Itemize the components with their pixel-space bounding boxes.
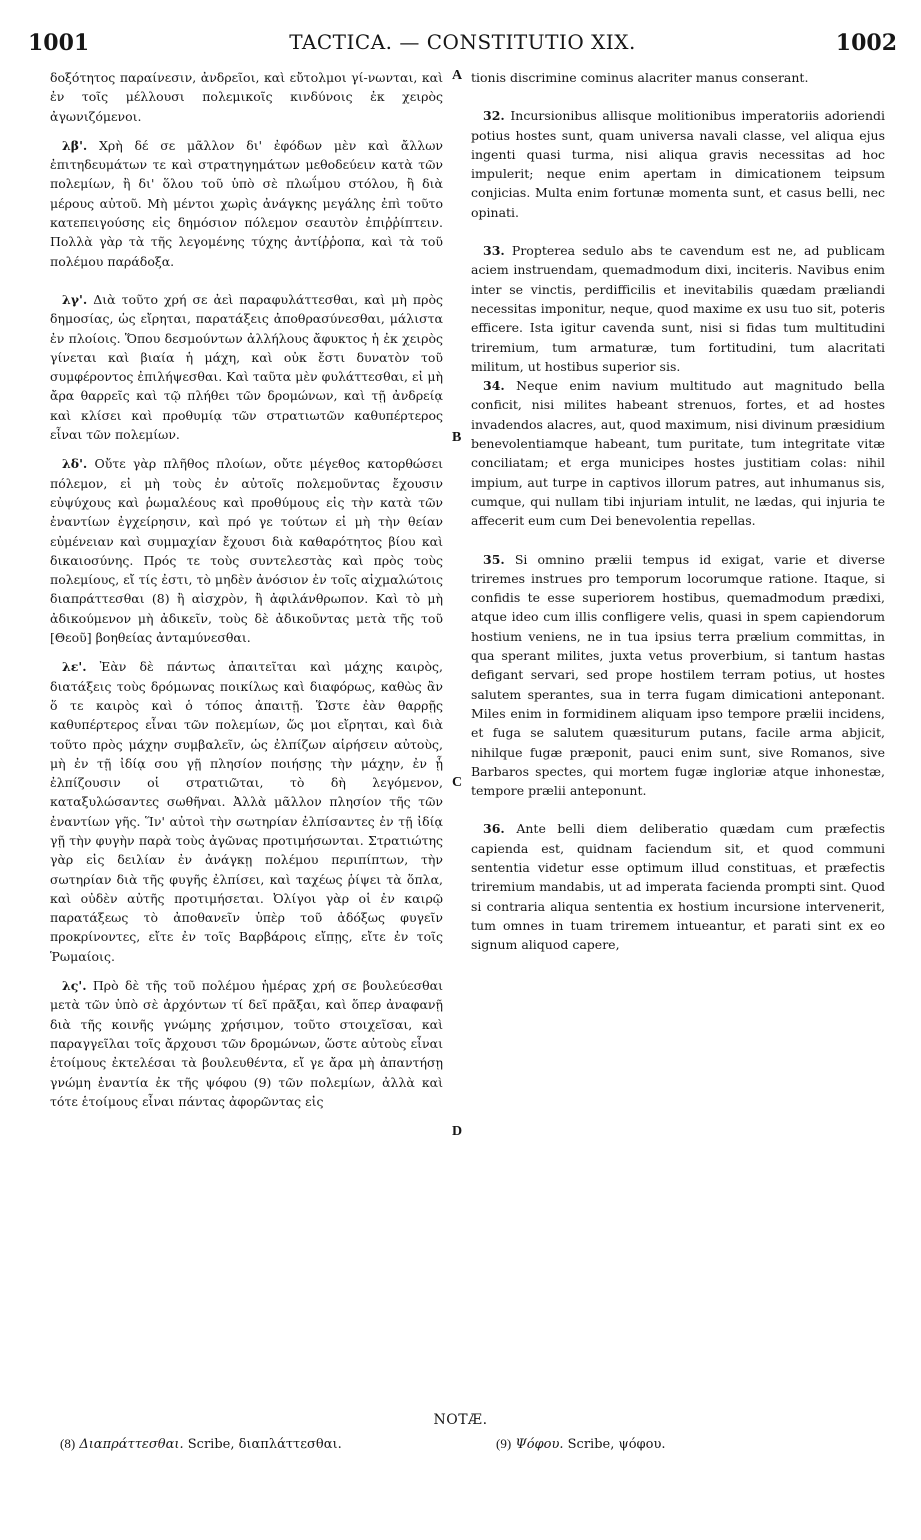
footnote-number: (9) [496,1436,512,1451]
footnote-term: Ψόφου. [515,1437,564,1452]
greek-paragraph [50,454,443,647]
section-number: λγ'. [62,291,88,307]
latin-column [471,68,885,954]
section-number: 33. [483,243,505,259]
paragraph-text: Si omnino prælii tempus id exigat, varie et diverse triremes instrues pro temporum locorumque ratione. Itaque, si confidis te esse superiorem hostibus, quemadmodum prædixi, atque ideo cum illis confligere velis, quasi in spem capiendorum hostium veniens, ne in tua ipsius terra prælium committas, in qua sperant milites, juxta vetus proverbium, si tantum hastas defigant servari, sed prope hostilem terram potius, ut hostes salutem sperantes, sua in terra fugam dimicationi anteponant. Miles enim in formidinem aliquam ipso tempore prælii incidens, et fuga se salutem quæsiturum putans, facile arma abjicit, nihilque fugæ præponit, pauci enim sunt, sive Romanos, sive Barbaros spectes, qui mortem fugæ ingloriæ atque inhonestæ, tempore prælii anteponunt. [471,551,885,799]
margin-marker-a: A [452,68,463,83]
running-header [28,30,897,60]
latin-paragraph [471,68,885,87]
greek-paragraph [50,657,443,966]
latin-paragraph [471,106,885,222]
paragraph-text: Incursionibus allisque molitionibus imperatoriis adoriendi potius hostes sunt, quam universa navali classe, vel aliqua ejus ingenti quasi turma, nisi aliqua gravis necessitas ad hoc impulerit; neque enim apertam in dimicationem teipsum conjicias. Multa enim fortunæ momenta sunt, et casus belli, nec opinati. [471,108,885,220]
section-number: 34. [483,378,505,394]
greek-paragraph [50,136,443,271]
paragraph-text: tionis discrimine cominus alacriter manus conserant. [471,70,809,85]
running-title: TACTICA. — CONSTITUTIO XIX. [289,30,636,54]
paragraph-text: Πρὸ δὲ τῆς τοῦ πολέμου ἡμέρας χρή σε βουλεύεσθαι μετὰ τῶν ὑπὸ σὲ ἀρχόντων τί δεῖ πρᾶξαι, καὶ ὅπερ ἀναφανῇ διὰ τῆς κοινῆς γνώμης χρήσιμον, τοῦτο στοιχεῖσαι, καὶ παραγγεῖλαι τοῖς ἄρχουσι τῶν δρομώνων, ὥστε αὐτοὺς εἶναι ἑτοίμους ἐκτελέσαι τὰ βουλευθέντα, εἴ γε ἄρα μὴ ἀπαντήσῃ γνώμη ἐναντία ἐκ τῆς ψόφου (9) τῶν πολεμίων, ἀλλὰ καὶ τότε ἑτοίμους εἶναι πάντας ἀφορῶντας εἰς [50,978,443,1109]
footnote-9 [496,1436,665,1452]
paragraph-text: Οὔτε γὰρ πλῆθος πλοίων, οὔτε μέγεθος κατορθώσει πόλεμον, εἰ μὴ τοὺς ἐν αὐτοῖς πολεμοῦντας ἔχουσιν εὐψύχους καὶ ῥωμαλέους καὶ προθύμους εἰς τὴν κατὰ τῶν ἐναντίων ἐγχείρησιν, καὶ πρό γε τούτων εἰ μὴ τὴν θείαν εὐμένειαν καὶ συμμαχίαν ἔχουσι διὰ καθαρότητος βίου καὶ δικαιοσύνης. Πρός τε τοὺς συντελεστὰς καὶ πρὸς τοὺς πολεμίους, εἴ τίς ἐστι, τὸ μηδὲν ἀνόσιον ἐν τοῖς αἰχμαλώτοις διαπράττεσθαι (8) ἢ αἰσχρὸν, ἢ ἀφιλάνθρωπον. Καὶ τὸ μὴ ἀδικούμενον μὴ ἀδικεῖν, τοὺς δὲ ἀδικοῦντας μετὰ τῆς τοῦ [Θεοῦ] βοηθείας ἀνταμύνεσθαι. [50,456,443,646]
margin-marker-c: C [452,775,463,790]
paragraph-text: Neque enim navium multitudo aut magnitudo bella conficit, nisi milites habeant strenuos, fortes, et ad hostes invadendos alacres, aut, quod maximum, nisi divinum præsidium benevolentiamque habeant, tum puritate, tum integritate vitæ conciliatam; et erga municipes hostes justitiam colas: nihil impium, aut turpe in captivos illorum patres, aut inhumanus sis, cumque, qui nullam tibi injuriam intulit, ne lædas, qui injuria te affecerit eum cum Dei benevolentia repellas. [471,378,885,529]
greek-paragraph [50,290,443,444]
footnote-text: Scribe, διαπλάττεσθαι. [187,1437,342,1452]
section-number: 35. [483,551,505,567]
footnote-term: Διαπράττεσθαι. [79,1437,184,1452]
footnote-number: (8) [60,1436,76,1451]
greek-paragraph [50,68,443,126]
paragraph-text: Ἐὰν δὲ πάντως ἀπαιτεῖται καὶ μάχης καιρὸς, διατάξεις τοὺς δρόμωνας ποικίλως καὶ διαφόρως, καθὼς ἂν ὅ τε καιρὸς καὶ ὁ τόπος ἀπαιτῇ. Ὥστε ἐὰν θαρρῇς καθυπέρτερος εἶναι τῶν πολεμίων, ὥς μοι εἴρηται, καὶ διὰ τοῦτο πρὸς μάχην συμβαλεῖν, ὡς ἐλπίζων αἱρήσειν αὐτοὺς, μὴ ἐν τῇ ἰδίᾳ σου γῇ πλησίον ποιήσῃς τὴν μάχην, ἐν ᾗ ἐλπίζουσιν οἱ στρατιῶται, τὸ δὴ λεγόμενον, καταξυλώσαντες σωθῆναι. Ἀλλὰ μᾶλλον πλησίον τῆς τῶν ἐναντίων γῆς. Ἵν' αὐτοὶ τὴν σωτηρίαν ἐλπίσαντες ἐν τῇ ἰδίᾳ γῇ τὴν φυγὴν παρὰ τοὺς ἀγῶνας προτιμήσωνται. Στρατιώτης γὰρ εἰς δειλίαν ἐν ἀνάγκῃ πολέμου περιπίπτων, τὴν σωτηρίαν διὰ τῆς φυγῆς ἐλπίσει, καὶ ταχέως ῥίψει τὰ ὅπλα, καὶ οὐδὲν αὐτῆς προτιμήσεται. Ὀλίγοι γὰρ οἱ ἐν καιρῷ παρατάξεως τὸ ἀποθανεῖν ὑπὲρ τοῦ ἀδόξως φυγεῖν προκρίνοντες, εἴτε ἐν τοῖς Βαρβάροις εἴπῃς, εἴτε ἐν τοῖς Ῥωμαίοις. [50,659,443,964]
latin-paragraph [471,550,885,801]
footnote-8 [60,1436,342,1452]
section-number: λδ'. [62,456,88,472]
latin-paragraph [471,241,885,376]
left-page-number: 1001 [28,30,90,56]
section-number: λς'. [62,978,87,994]
paragraph-text: Ante belli diem deliberatio quædam cum præfectis capienda est, quidnam faciendum sit, et quod communi sententia videtur esse optimum illud constituas, et præfectis triremium mandabis, ut ad imperata facienda prompti sint. Quod si contraria aliqua sententia ex hostium incursione intervenerit, tum omnes in tuam triremem intueantur, et parati sint ex eo signum aliquod capere, [471,821,885,953]
margin-marker-d: D [452,1124,463,1139]
section-number: 32. [483,108,505,124]
latin-paragraph [471,376,885,530]
greek-column [50,68,443,1111]
greek-paragraph [50,976,443,1111]
notes-heading: NOTÆ. [433,1412,488,1428]
section-number: λε'. [62,659,87,675]
paragraph-text: Διὰ τοῦτο χρή σε ἀεὶ παραφυλάττεσθαι, καὶ μὴ πρὸς δημοσίας, ὡς εἴρηται, παρατάξεις ἀποθρασύνεσθαι, μάλιστα ἐν πλοίοις. Ὅπου δεσμούντων ἀλλήλους ἄφυκτος ἡ ἐκ χειρὸς γίνεται καὶ βιαία ἡ μάχη, καὶ οὐκ ἔστι δυνατὸν τοῦ συμφέροντος ἐπιλήψεσθαι. Καὶ ταῦτα μὲν φυλάττεσθαι, εἰ μὴ ἄρα θαρρεῖς καὶ τῷ πλήθει τῶν δρομώνων, καὶ τῇ ἀνδρείᾳ καὶ κλίσει καὶ προθυμίᾳ τῶν στρατιωτῶν καθυπέρτερος εἶναι τῶν πολεμίων. [50,291,443,443]
footnote-text: Scribe, ψόφου. [567,1437,666,1452]
section-number: λβ'. [62,137,88,153]
section-number: 36. [483,821,505,837]
right-page-number: 1002 [835,30,897,56]
paragraph-text: Χρὴ δέ σε μᾶλλον δι' ἐφόδων μὲν καὶ ἄλλων ἐπιτηδευμάτων τε καὶ στρατηγημάτων μεθοδεύειν κατὰ τῶν πολεμίων, ἢ δι' ὅλου τοῦ ὑπὸ σὲ πλωΐμου στόλου, ἢ διὰ μέρους αὐτοῦ. Μὴ μέντοι χωρὶς ἀνάγκης μεγάλης ἐπὶ τοῦτο κατεπειγούσης εἰς δημόσιον πόλεμον σεαυτὸν ἐπιῤῥίπτειν. Πολλὰ γὰρ τὰ τῆς λεγομένης τύχης ἀντίῤῥοπα, καὶ τὰ τοῦ πολέμου παράδοξα. [50,137,443,269]
paragraph-text: δοξότητος παραίνεσιν, ἀνδρεῖοι, καὶ εὔτολμοι γί-νωνται, καὶ ἐν τοῖς μέλλουσι πολεμικοῖς κινδύνοις ἐκ χειρὸς ἀγωνιζόμενοι. [50,70,443,124]
paragraph-text: Propterea sedulo abs te cavendum est ne, ad publicam aciem instruendam, quemadmodum dixi, inciteris. Navibus enim inter se vinctis, perdifficilis et inevitabilis quædam præliandi necessitas imponitur, neque, quod maxime ex usu tuo sit, poteris efficere. Ista igitur cavenda sunt, nisi si fidas tum multitudini triremium, tum armaturæ, tum fortitudini, tum alacritati militum, ut hostibus superior sis. [471,243,885,374]
margin-marker-b: B [452,430,462,445]
latin-paragraph [471,819,885,954]
